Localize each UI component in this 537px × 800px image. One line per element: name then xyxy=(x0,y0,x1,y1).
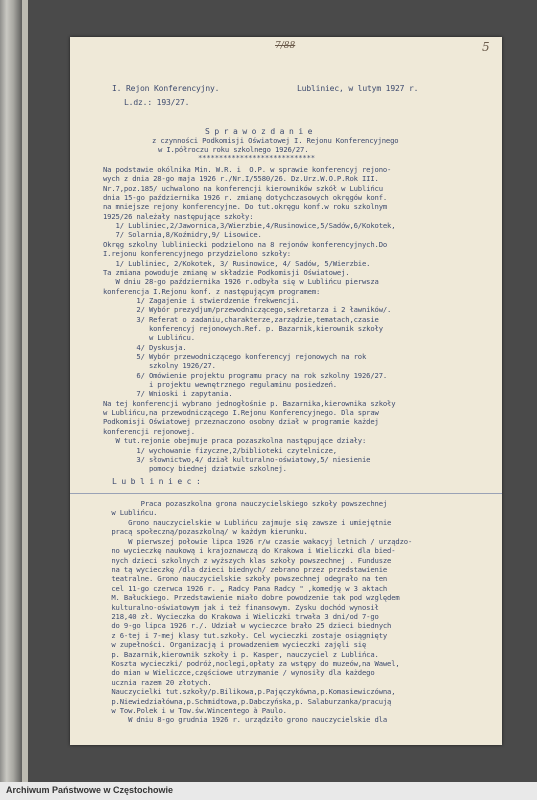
text-line: i projektu wewnętrznego regulaminu posiedzeń. xyxy=(103,380,337,390)
text-line: 1/ Lubliniec, 2/Kokotek, 3/ Rusinowice, 4/ Sadów, 5/Wierzbie. xyxy=(103,258,371,268)
text-line: w Tow.Polek i w Tow.św.Wincentego à Paulo. xyxy=(103,706,287,715)
text-line: na tą wycieczkę /dla dzieci biednych/ zebrano przez przedstawienie xyxy=(103,565,388,574)
text-line: pracą społeczną/pozaszkolną/ w każdym kierunku. xyxy=(103,527,308,537)
text-line: 5/ Wybór przewodniczącego konferencyj rejonowych na rok xyxy=(103,352,367,361)
text-line: nych dzieci szkolnych z wyższych klas szkoły powszechnej . Fundusze xyxy=(103,555,392,565)
title-line: S p r a w o z d a n i e xyxy=(205,127,313,136)
text-line: 3/ słownictwo,4/ dział kulturalno-oświatowy,5/ niesienie xyxy=(103,454,371,464)
text-line: w Lublińcu. xyxy=(103,508,158,518)
page-number: 5 xyxy=(482,40,490,54)
text-line: do 9-go lipca 1926 r./. Udział w wycieczce brało 25 dzieci biednych xyxy=(103,621,392,631)
text-line: no wycieczkę naukową i krajoznawczą do Krakowa i Wieliczki dla bied- xyxy=(103,546,396,556)
text-line: 1/ Zagajenie i stwierdzenie frekwencji. xyxy=(103,295,300,305)
text-line: Koszta wycieczki/ podróż,noclegi,opłaty za wstępy do muzeów,na Wawel, xyxy=(103,659,400,668)
text-line: 7/ Solarnia,8/Koźmidry,9/ Lisowice. xyxy=(103,230,262,240)
archive-label: Archiwum Państwowe w Częstochowie xyxy=(6,785,174,795)
text-line: Okręg szkolny lubliniecki podzielono na 8 rejonów konferencyjnych.Do xyxy=(103,239,388,249)
text-line: 4/ Dyskusja. xyxy=(103,342,187,352)
binding-edge xyxy=(22,0,28,782)
header-office: I. Rejon Konferencyjny. xyxy=(112,84,220,93)
text-line: w zupełności. Organizacją i prowadzeniem wycieczki zajęli się xyxy=(103,640,367,650)
text-line: ucznia razem 20 złotych. xyxy=(103,677,212,687)
section-heading: L u b l i n i e c : xyxy=(112,477,201,486)
text-line: I.rejonu konferencyjnego przydzielono szkoły: xyxy=(103,249,291,259)
text-line: wych z dnia 28-go maja 1926 r./Nr.I/5580/26. Dz.Urz.W.O.P.Rok III. xyxy=(103,174,379,184)
text-line: M. Bałuckiego. Przedstawienie miało dobre powodzenie tak pod względem xyxy=(103,593,400,603)
text-line: Nauczycielki tut.szkoły/p.Bilikowa,p.Pajęczykówna,p.Komasiewiczówna, xyxy=(103,687,396,697)
text-line: p.Niewiedziałówna,p.Schmidtowa,p.Dabczyńska,p. Salaburzanka/pracują xyxy=(103,696,392,706)
text-line: 3/ Referat o zadaniu,charakterze,zarządzie,tematach,czasie xyxy=(103,314,379,324)
text-line: 1/ wychowanie fizyczne,2/biblioteki czytelnicze, xyxy=(103,445,337,455)
section-divider xyxy=(70,493,502,494)
text-line: Praca pozaszkolna grona nauczycielskiego szkoły powszechnej xyxy=(103,499,388,508)
title-underline: **************************** xyxy=(198,153,315,162)
title-line: z czynności Podkomisji Oświatowej I. Rejonu Konferencyjnego xyxy=(152,136,399,145)
text-line: cel 11-go czerwca 1926 r. „ Radcy Pana Radcy " ,komedję w 3 aktach xyxy=(103,583,388,593)
text-line: pomocy biednej dziatwie szkolnej. xyxy=(103,464,287,474)
text-line: 7/ Wnioski i zapytania. xyxy=(103,389,233,399)
pencil-mark: 7/88 xyxy=(275,41,296,51)
book-binding xyxy=(0,0,22,782)
header-reference: L.dz.: 193/27. xyxy=(124,98,190,107)
text-line: szkolny 1926/27. xyxy=(103,361,216,371)
text-line: na mniejsze rejony konferencyjne. Do tut.okręgu konf.w roku szkolnym xyxy=(103,202,388,212)
text-line: w Lublińcu,na przewodniczącego I.Rejonu Konferencyjnego. Dla spraw xyxy=(103,408,379,418)
text-line: z 6-tej i 7-mej klasy tut.szkoły. Cel wycieczki zostaje osiągnięty xyxy=(103,630,388,640)
text-line: w Lublińcu. xyxy=(103,333,195,343)
text-line: p. Bazarnik,kierownik szkoły i p. Kasper, nauczyciel z Lublińca. xyxy=(103,649,379,659)
text-line: W tut.rejonie obejmuje praca pozaszkolna następujące działy: xyxy=(103,436,367,446)
text-line: 6/ Omówienie projektu programu pracy na rok szkolny 1926/27. xyxy=(103,370,388,380)
text-line: Grono nauczycielskie w Lublińcu zajmuje się zawsze i umiejętnie xyxy=(103,518,392,527)
text-line: Nr.7,poz.185/ uchwalono na konferencji kierowników szkół w Lublińcu xyxy=(103,183,383,193)
text-line: teatralne. Grono nauczycielskie szkoły powszechnej odegrało na ten xyxy=(103,574,388,584)
text-line: do mian w Wieliczce,częściowe utrzymanie / wynosiły dla każdego xyxy=(103,668,375,678)
header-place-date: Lubliniec, w lutym 1927 r. xyxy=(297,84,419,93)
text-line: 1/ Lubliniec,2/Jawornica,3/Wierzbie,4/Rusinowice,5/Sadów,6/Kokotek, xyxy=(103,221,396,231)
text-line: 1925/26 należały następujące szkoły: xyxy=(103,211,254,221)
document-page xyxy=(70,37,502,745)
text-line: W pierwszej połowie lipca 1926 r/w czasie wakacyj letnich / urządzo- xyxy=(103,536,413,546)
archive-footer xyxy=(0,782,537,800)
text-line: konferencja I.Rejonu konf. z następującym programem: xyxy=(103,286,321,296)
text-line: Podkomisji Oświatowej przeznaczono osobny dział w programie każdej xyxy=(103,417,379,427)
text-line: Na podstawie okólnika Min. W.R. i O.P. w sprawie konferencyj rejono- xyxy=(103,165,392,174)
text-line: W dniu 8-go grudnia 1926 r. urządziło grono nauczycielskie dla xyxy=(103,715,388,725)
text-line: konferencji rejonowej. xyxy=(103,426,195,436)
text-line: dnia 15-go października 1926 r. zmianę dotychczasowych okręgów konf. xyxy=(103,193,388,203)
text-line: W dniu 28-go października 1926 r.odbyła się w Lublińcu pierwsza xyxy=(103,277,379,287)
text-line: 218,40 zł. Wycieczka do Krakowa i Wieliczki trwała 3 dni/od 7-go xyxy=(103,612,379,621)
text-line: Ta zmiana powoduje zmianę w składzie Podkomisji Oświatowej. xyxy=(103,267,350,277)
title-line: w I.półroczu roku szkolnego 1926/27. xyxy=(158,145,309,154)
text-line: konferencyj rejonowych.Ref. p. Bazarnik,kierownik szkoły xyxy=(103,323,383,333)
text-line: 2/ Wybór prezydjum/przewodniczącego,sekretarza i 2 ławników/. xyxy=(103,305,392,315)
text-line: Na tej konferencji wybrano jednogłośnie p. Bazarnika,kierownika szkoły xyxy=(103,398,396,408)
text-line: kulturalno-oświatowym jak i też finansowym. Zysku dochód wynosił xyxy=(103,602,379,612)
